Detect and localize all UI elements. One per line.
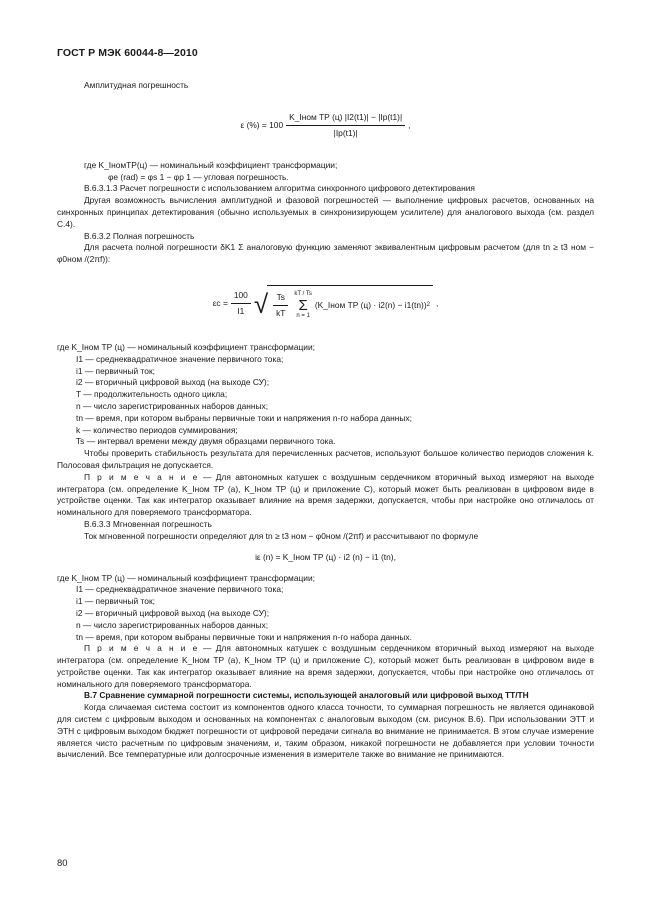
formula-amplitude-error [57,92,594,160]
page-number: 80 [57,858,68,869]
note-2-text: — Для автономных катушек с воздушным сердечником вторичный выход измеряют на выходе интегратора (см. определение K_Iном ТР (а), K_Iном ТР (ц) и приложение С), который может быть реализован в цифровом виде в устройстве оценки. Так как интегратор оказывает влияние на время задержки, допускается, чтобы при настройке оно отличалось от номинального для поверяемого трансформатора. [57,643,594,689]
section-b7-heading: В.7 Сравнение суммарной погрешности системы, использующей аналоговый или цифровой выход ТТ/ТН [84,690,529,701]
sqrt-icon: √ [253,288,269,319]
note-1-text: — Для автономных катушек с воздушным сердечником вторичный выход измеряют на выходе интегратора (см. определение K_Iном ТР (а), K_Iном ТР (ц) и приложение С), который может быть реализован в цифровом виде в устройстве оценки. Так как интегратор оказывает влияние на время задержки, допускается, чтобы при настройке оно отличалось от номинального для поверяемого трансформатора. [57,471,594,518]
formula-1-end: , [408,119,411,130]
where3-line-5: tn — время, при котором выбраны первичные токи и напряжения n-го набора данных. [76,631,412,642]
where2-line-2: i1 — первичный ток; [76,365,155,376]
formula-1-numerator: K_Iном ТР (ц) |I2(t1)| − |Iр(t1)| [286,112,405,127]
section-b6313-heading: В.6.3.1.3 Расчет погрешности с использованием алгоритма синхронного цифрового детектирования [84,183,475,194]
where2-line-4: T — продолжительность одного цикла; [76,389,228,400]
formula-2-ts-num: Ts [273,292,288,307]
formula-2-ts-fraction [273,292,288,321]
section-b6313-body: Другая возможность вычисления амплитудной и фазовой погрешностей — выполнение цифровых расчетов, основанных на синхронных принципах детектирования (обычно используемых в синхронизирующем усилителе) для аналогового выхода (см. раздел С.4). [57,195,594,229]
amplitude-error-label: Амплитудная погрешность [84,80,189,90]
where3-line-4: n — число зарегистрированных наборов данных; [76,619,269,630]
where2-line-8: Ts — интервал времени между двумя образцами первичного тока. [76,436,336,447]
where1-line-0: где K_IномТР(ц) — номинальный коэффициент трансформации; [84,159,338,170]
sigma-icon: Σ [298,297,308,315]
standard-header: ГОСТ Р МЭК 60044-8—2010 [57,47,198,59]
where2-line-1: I1 — среднеквадратичное значение первичного тока; [76,353,284,364]
formula-2-coef-den: I1 [237,306,245,317]
formula-2-lhs: εc = [212,298,228,309]
formula-1-fraction [286,112,405,141]
where2-line-7: k — количество периодов суммирования; [76,424,238,435]
where2-line-6: tn — время, при котором выбраны первичные токи и напряжения n-го набора данных; [76,412,412,423]
section-b632-body: Для расчета полной погрешности δK1 Σ аналоговую функцию заменяют эквивалентным цифровым расчетом (для tn ≥ t3 ном − φ0ном /(2πf)): [57,242,594,265]
formula-2-sqrt [254,285,433,323]
note-2 [57,643,594,690]
formula-2-sum-bottom: n = 1 [296,313,310,320]
formula-2-coef-num: 100 [231,290,251,305]
formula-2-sum [294,291,311,320]
formula-2-exponent: 2 [426,302,430,309]
formula-1-denominator: |Iр(t1)| [333,128,358,139]
formula-2-end: , [435,298,439,309]
section-b633-heading: В.6.3.3 Мгновенная погрешность [84,518,212,529]
where1-line-1: φe (rad) = φs 1 − φp 1 — угловая погрешность. [108,171,289,182]
section-b633-body: Ток мгновенной погрешности определяют для tn ≥ t3 ном − φ0ном /(2πf) и рассчитывают по формуле [84,530,479,541]
formula-total-error [57,266,594,342]
where2-line-5: n — число зарегистрированных наборов данных; [76,400,269,411]
where2-line-3: i2 — вторичный цифровой выход (на выходе СУ); [76,377,270,388]
note-2-label: П р и м е ч а н и е [84,643,199,654]
section-b632-heading: В.6.3.2 Полная погрешность [84,230,195,241]
formula-2-body: (K_Iном ТР (ц) · i2(n) − i1(tn)) [314,300,427,311]
page-content [57,80,594,761]
formula-2-ts-den: kT [276,308,286,319]
note-1-label: П р и м е ч а н и е [84,471,199,482]
where3-line-2: i1 — первичный ток; [76,596,155,607]
section-b7-body: Когда сличаемая система состоит из компонентов одного класса точности, то суммарная погрешность не является одинаковой для систем с цифровым выходом и основанных на компонентах с аналоговым выходом (см. рисунок В.6). При использовании ЭТТ и ЭТН с цифровым выходом бюджет погрешности от цифровой передачи сигнала во внимание не принимается. В этом случае измерение является чисто расчетным по цифровым значениям, и, таким образом, никакой погрешности не добавляется при условии точности вычислений. Все температурные или долгосрочные изменения в измерителе также во внимание не принимаются. [57,702,594,760]
formula-2-coef [231,290,251,319]
formula-instant-error: iε (n) = K_Iном ТР (ц) · i2 (n) − i1 (tn), [255,551,396,562]
formula-1-lhs: ε (%) = 100 [240,119,284,130]
where3-line-1: I1 — среднеквадратичное значение первичного тока; [76,584,284,595]
stability-paragraph: Чтобы проверить стабильность результата для перечисленных расчетов, используют большое количество периодов сложения k. Полосовая фильтрация не допускается. [57,448,594,470]
note-1 [57,472,594,519]
formula-2-radicand [267,285,433,323]
where2-line-0: где K_Iном ТР (ц) — номинальный коэффициент трансформации; [57,341,315,352]
where3-line-3: i2 — вторичный цифровой выход (на выходе СУ); [76,607,270,618]
where3-line-0: где K_Iном ТР (ц) — номинальный коэффициент трансформации; [57,572,315,583]
formula-2-sum-top: kT / Ts [294,291,312,298]
